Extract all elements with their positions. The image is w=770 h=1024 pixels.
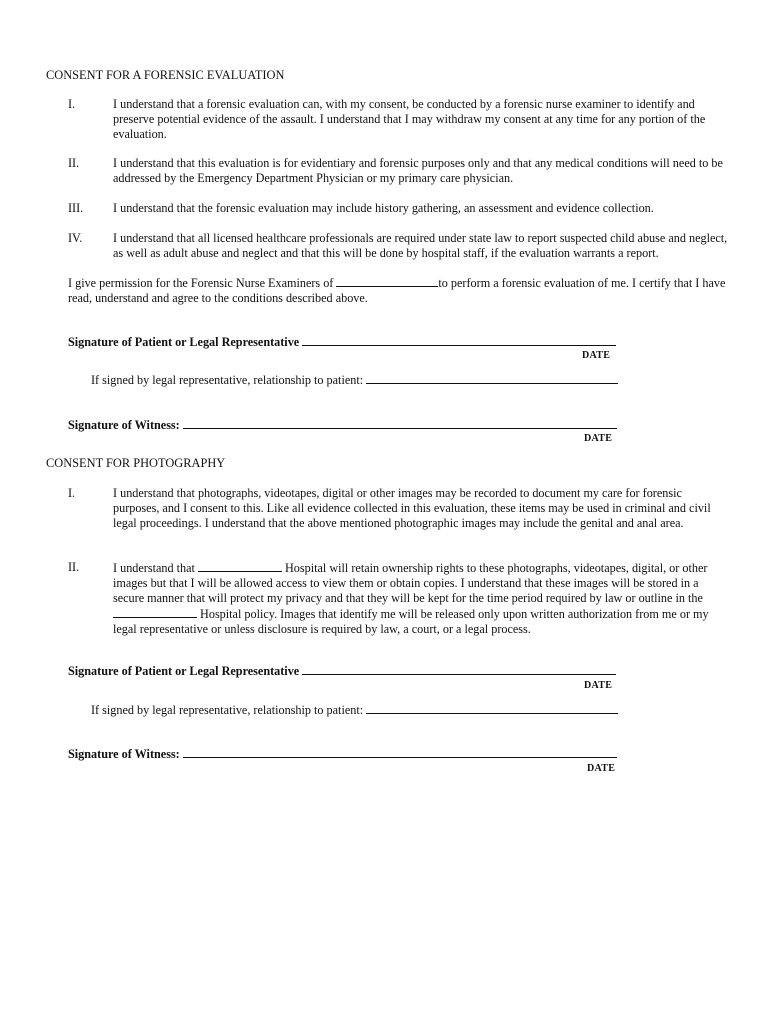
relationship-row xyxy=(91,702,618,718)
relationship-row xyxy=(91,372,618,388)
item-number: IV. xyxy=(68,231,83,245)
section-title-photography: CONSENT FOR PHOTOGRAPHY xyxy=(46,456,226,470)
item-number: I. xyxy=(68,486,76,500)
section-title-forensic: CONSENT FOR A FORENSIC EVALUATION xyxy=(46,68,285,82)
item-number: II. xyxy=(68,156,80,170)
item-number: I. xyxy=(68,97,76,111)
patient-signature-label: Signature of Patient or Legal Representative xyxy=(68,335,300,349)
item-text: I understand that photographs, videotapes, digital or other images may be recorded to document my care for forensic purposes, and I consent to this. Like all evidence collected in this evaluation, these items may be used in criminal and civil legal proceedings. I understand that the above mentioned photographic images may include the genital and anal area. xyxy=(113,486,711,530)
item-text: I understand that this evaluation is for evidentiary and forensic purposes only and that any medical conditions will need to be addressed by the Emergency Department Physician or my primary care physician. xyxy=(113,156,723,185)
item-text: I understand that a forensic evaluation can, with my consent, be conducted by a forensic nurse examiner to identify and preserve potential evidence of the assault. I understand that I may withdraw my consent at any time for any portion of the evaluation. xyxy=(113,97,706,141)
relationship-field[interactable] xyxy=(366,372,618,384)
patient-signature-label: Signature of Patient or Legal Representative xyxy=(68,664,300,678)
hospital-name-field[interactable] xyxy=(198,560,282,572)
item-text: I understand that the forensic evaluation may include history gathering, an assessment and evidence collection. xyxy=(113,201,654,215)
witness-signature-field[interactable] xyxy=(183,746,617,758)
item-number: III. xyxy=(68,201,84,215)
item-number: II. xyxy=(68,560,80,574)
date-label: DATE xyxy=(584,680,613,691)
patient-signature-field[interactable] xyxy=(302,663,616,675)
hospital-policy-field[interactable] xyxy=(113,606,197,618)
permission-paragraph: I give permission for the Forensic Nurse Examiners of to perform a forensic evaluation of me. I certify that I have read, understand and agree to the conditions described above. xyxy=(68,276,726,305)
facility-name-field[interactable] xyxy=(336,275,438,287)
date-label: DATE xyxy=(587,763,616,774)
patient-signature-row xyxy=(68,334,616,350)
item-text: I understand that Hospital will retain ownership rights to these photographs, videotapes, digital, or other images but that I will be allowed access to view them or obtain copies. I understand that these images will be stored in a secure manner that will protect my privacy and that they will be kept for the time period required by law or outline in the Hospital policy. Images that identify me will be released only upon written authorization from me or my legal representative or unless disclosure is required by law, a court, or a legal process. xyxy=(113,561,709,636)
witness-signature-row xyxy=(68,417,617,433)
patient-signature-field[interactable] xyxy=(302,334,616,346)
relationship-label: If signed by legal representative, relationship to patient: xyxy=(91,373,364,387)
relationship-field[interactable] xyxy=(366,702,618,714)
relationship-label: If signed by legal representative, relationship to patient: xyxy=(91,703,364,717)
item-text: I understand that all licensed healthcare professionals are required under state law to report suspected child abuse and neglect, as well as adult abuse and neglect and that this will be done by hospital staff, if the evaluation warrants a report. xyxy=(113,231,728,260)
witness-signature-label: Signature of Witness: xyxy=(68,747,180,761)
date-label: DATE xyxy=(582,350,611,361)
date-label: DATE xyxy=(584,433,613,444)
patient-signature-row xyxy=(68,663,616,679)
witness-signature-label: Signature of Witness: xyxy=(68,418,180,432)
witness-signature-row xyxy=(68,746,617,762)
witness-signature-field[interactable] xyxy=(183,417,617,429)
